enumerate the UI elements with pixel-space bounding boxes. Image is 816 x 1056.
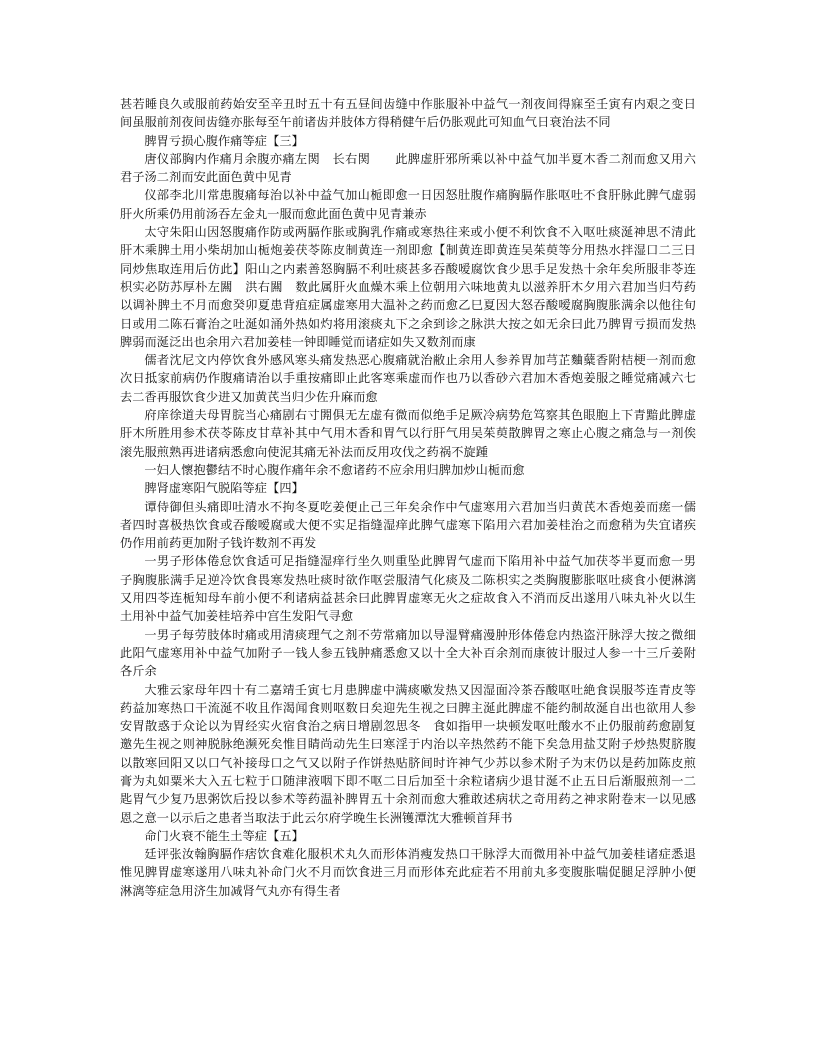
body-paragraph: 儒者沈尼文内停饮食外感风寒头痛发热恶心腹痛就治敝止余用人参养胃加芎芷麯糵香附桔梗一剂而愈次日抵家前病仍作腹痛请治以手重按痛即止此客寒乘虚而作也乃以香砂六君加木香炮姜服之睡觉痛减六七去二香再服饮食少进又加黄芪当归少佐升麻而愈 [120, 353, 696, 404]
body-paragraph: 府庠徐道夫母胃脘当心痛剧右寸閞俱无左虚有微而似绝手足厥冷病势危笃察其色眼胞上下青黯此脾虚肝木所胜用参术茯苓陈皮甘草补其中气用木香和胃气以行肝气用吴茱萸散脾胃之寒止心腹之痛急与一剂俟滚先服煎熟再进诸病悉愈向使泥其痛无补法而反用攻伐之药祸不旋踵 [120, 408, 696, 459]
body-paragraph: 唐仪部胸内作痛月余腹亦痛左関 长右関 此脾虚肝邪所乘以补中益气加半夏木香二剂而愈又用六君子汤二剂而安此面色黄中见青 [120, 151, 696, 185]
body-paragraph: 谭侍御但头痛即吐清水不拘冬夏吃姜便止己三年矣余作中气虚寒用六君加当归黄芪木香炮姜而瘥一儒者四时喜极热饮食或吞酸嗳腐或大便不实足指缝湿痒此脾气虚寒下陷用六君加姜桂治之而愈稍为失宜诸疾仍作用前药更加附子钱许数剂不再发 [120, 499, 696, 551]
body-paragraph: 一男子每劳肢体时痛或用清痰理气之剂不劳常痛加以导湿臂痛漫肿形体倦怠内热盗汗脉浮大按之微细此阳气虚寒用补中益气加附子一钱人参五钱肿痛悉愈又以十全大补百余剂而康彼计服过人参一十三斤姜附各斤余 [120, 627, 696, 679]
section-heading: 命门火衰不能生土等症【五】 [144, 828, 304, 843]
section-heading: 脾肾虚寒阳气脱陷等症【四】 [144, 481, 304, 496]
body-paragraph: 一妇人懷抱鬱结不时心腹作痛年余不愈诸药不应余用归脾加炒山栀而愈 [144, 462, 525, 477]
body-paragraph: 仪部李北川常患腹痛每治以补中益气加山栀即愈一日因怒肚腹作痛胸膈作胀呕吐不食肝脉此脾气虚弱肝火所乘仍用前汤吞左金丸一服而愈此面色黄中见青兼赤 [120, 188, 696, 221]
body-paragraph: 一男子形体倦怠饮食适可足指缝湿痒行坐久则重坠此脾胃气虚而下陷用补中益气加茯苓半夏而愈一男子胸腹胀满手足逆冷饮食畏寒发热吐痰时欲作呕尝服清气化痰及二陈枳实之类胸腹膨胀呕吐痰食小便淋漓又用四苓连栀知母车前小便不利诸病益甚余曰此脾胃虚寒无火之症故食入不消而反出遂用八味丸补火以生土用补中益气加姜桂培养中宫生发阳气寻愈 [120, 554, 696, 624]
body-paragraph: 太守朱阳山因怒腹痛作防或两膈作胀或胸乳作痛或寒热往来或小便不利饮食不入呕吐痰涎神思不清此肝木乘脾土用小柴胡加山栀炮姜茯苓陈皮制黄连一剂即愈【制黄连即黄连吴茱萸等分用热水拌湿口二三日同炒焦取连用后仿此】阳山之内素善怒胸膈不利吐痰甚多吞酸嗳腐饮食少思手足发热十余年矣所服非苓连枳实必防苏厚朴左闗 洪右闗 数此属肝火血燥木乘上位朝用六味地黄丸以滋养肝木夕用六君加当归芍药以调补脾土不月而愈癸卯夏患背疽症属虚寒用大温补之药而愈乙巳夏因大怒吞酸嗳腐胸腹胀满余以他往旬日或用二陈石膏治之吐涎如涌外热如灼将用滚痰丸下之余到诊之脉洪大按之如无余曰此乃脾胃亏损而发热脾弱而涎泛出也余用六君加姜桂一钟即睡觉而诸症如失又数剂而康 [120, 225, 696, 349]
document-page [120, 95, 696, 900]
section-heading: 脾胃亏损心腹作痛等症【三】 [144, 133, 304, 148]
body-paragraph: 廷评张汝翰胸膈作痞饮食难化服枳术丸久而形体消瘦发热口干脉浮大而微用补中益气加姜桂诸症悉退惟见脾胃虚寒遂用八味丸补命门火不月而饮食进三月而形体充此症若不用前丸多变腹胀喘促腿足浮肿小便淋漓等症急用济生加减肾气丸亦有得生者 [120, 847, 696, 898]
body-paragraph: 甚若睡良久或服前药始安至辛丑时五十有五昼间齿缝中作胀服补中益气一剂夜间得寐至壬寅有内艰之变日间虽服前剂夜间齿缝亦胀每至午前诸齿并肢体方得稍健午后仍胀观此可知血气日衰治法不同 [120, 97, 696, 130]
body-paragraph: 大雅云家母年四十有二嘉靖壬寅七月患脾虚中满痰嗽发热又因湿面冷茶吞酸呕吐絶食误服芩连青皮等药益加寒热口干流涎不收且作渴闻食则呕数日矣迎先生视之曰脾主涎此脾虚不能约制故涎自出也欲用人参安胃散惑于众论以为胃经实火宿食治之病日增剧忽思冬 食如指甲一块顿发呕吐酸水不止仍服前药愈剧复邀先生视之则神脱脉绝濒死矣惟目睛尚动先生曰寒淫于内治以辛热然药不能下矣急用盐艾附子炒热熨脐腹以散寒回阳又以口气补接母口之气又以附子作饼热贴脐间时许神气少苏以参术附子为末仍以是药加陈皮煎膏为丸如粟米大入五七粒于口随津液咽下即不呕二日后加至十余粒诸病少退甘涎不止五日后渐服煎剂一二匙胃气少复乃思粥饮后投以参术等药温补脾胃五十余剂而愈大雅敢述病状之奇用药之神求附卷末一以见感恩之意一以示后之患者当取法于此云尔府学晚生长洲镬潭沈大雅顿首拜书 [120, 682, 696, 825]
